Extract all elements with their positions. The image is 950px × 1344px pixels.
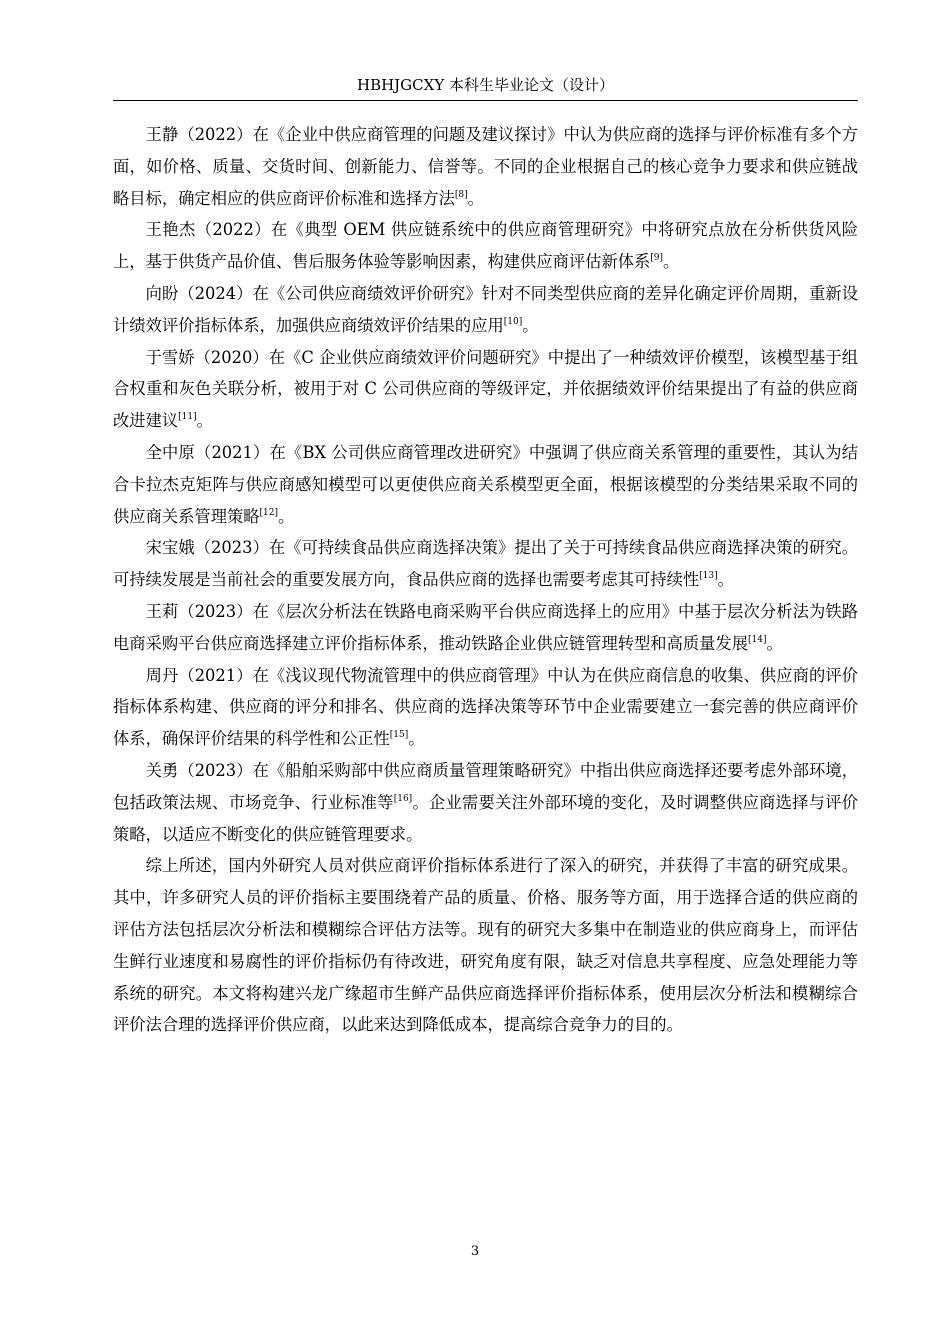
body-text	[113, 119, 858, 1041]
paragraph-quan-zhongyuan	[113, 437, 858, 532]
paragraph-song-baoe	[113, 532, 858, 596]
citation-ref: [14]	[747, 634, 767, 645]
paragraph-text: 宋宝娥（2023）在《可持续食品供应商选择决策》提出了关于可持续食品供应商选择决策的研究。可持续发展是当前社会的重要发展方向，食品供应商的选择也需要考虑其可持续性	[113, 538, 858, 590]
paragraph-guan-yong	[113, 755, 858, 850]
citation-ref: [9]	[650, 253, 664, 264]
paragraph-text: 王艳杰（2022）在《典型 OEM 供应链系统中的供应商管理研究》中将研究点放在分析供货风险上，基于供货产品价值、售后服务体验等影响因素，构建供应商评估新体系	[113, 220, 858, 272]
paragraph-text: 于雪娇（2020）在《C 企业供应商绩效评价问题研究》中提出了一种绩效评价模型，该模型基于组合权重和灰色关联分析，被用于对 C 公司供应商的等级评定，并依据绩效评价结果提出了有益的供应商改进建议	[113, 347, 858, 431]
paragraph-text: 全中原（2021）在《BX 公司供应商管理改进研究》中强调了供应商关系管理的重要性，其认为结合卡拉杰克矩阵与供应商感知模型可以更使供应商关系模型更全面，根据该模型的分类结果采取不同的供应商关系管理策略	[113, 442, 858, 526]
paragraph-wang-jing	[113, 119, 858, 214]
paragraph-tail: 。	[408, 729, 425, 749]
paragraph-text: 综上所述，国内外研究人员对供应商评价指标体系进行了深入的研究，并获得了丰富的研究成果。其中，许多研究人员的评价指标主要围绕着产品的质量、价格、服务等方面，用于选择合适的供应商的评估方法包括层次分析法和模糊综合评估方法等。现有的研究大多集中在制造业的供应商身上，而评估生鲜行业速度和易腐性的评价指标仍有待改进，研究角度有限，缺乏对信息共享程度、应急处理能力等系统的研究。本文将构建兴龙广缘超市生鲜产品供应商选择评价指标体系，使用层次分析法和模糊综合评价法合理的选择评价供应商，以此来达到降低成本，提高综合竞争力的目的。	[113, 856, 858, 1035]
paragraph-tail: 。	[663, 252, 680, 272]
paragraph-summary	[113, 850, 858, 1041]
paragraph-tail: 。	[717, 570, 734, 590]
citation-ref: [13]	[699, 571, 718, 582]
paragraph-tail: 。	[467, 188, 484, 208]
paragraph-wang-li	[113, 596, 858, 660]
page-number: 3	[470, 1244, 480, 1259]
citation-ref: [8]	[454, 189, 468, 200]
paragraph-wang-yanjie	[113, 214, 858, 278]
paragraph-tail: 。	[522, 315, 539, 335]
paragraph-tail: 。企业需要关注外部环境的变化，及时调整供应商选择与评价策略，以适应不断变化的供应链管理要求。	[113, 792, 858, 844]
paragraph-text: 王静（2022）在《企业中供应商管理的问题及建议探讨》中认为供应商的选择与评价标准有多个方面，如价格、质量、交货时间、创新能力、信誉等。不同的企业根据自己的核心竞争力要求和供应链战略目标，确定相应的供应商评价标准和选择方法	[113, 125, 858, 208]
paragraph-text: 向盼（2024）在《公司供应商绩效评价研究》针对不同类型供应商的差异化确定评价周期，重新设计绩效评价指标体系，加强供应商绩效评价结果的应用	[113, 283, 858, 335]
citation-ref: [15]	[389, 730, 409, 741]
paragraph-text: 周丹（2021）在《浅议现代物流管理中的供应商管理》中认为在供应商信息的收集、供应商的评价指标体系构建、供应商的评分和排名、供应商的选择决策等环节中企业需要建立一套完善的供应商评价体系，确保评价结果的科学性和公正性	[113, 665, 858, 749]
header-rule	[113, 100, 858, 101]
paragraph-yu-xuejiao	[113, 342, 858, 437]
paragraph-tail: 。	[766, 633, 783, 653]
paragraph-tail: 。	[278, 506, 295, 526]
paragraph-text: 关勇（2023）在《船舶采购部中供应商质量管理策略研究》中指出供应商选择还要考虑外部环境，包括政策法规、市场竞争、行业标准等	[113, 760, 858, 812]
citation-ref: [10]	[503, 316, 523, 327]
paragraph-text: 王莉（2023）在《层次分析法在铁路电商采购平台供应商选择上的应用》中基于层次分析法为铁路电商采购平台供应商选择建立评价指标体系，推动铁路企业供应链管理转型和高质量发展	[113, 601, 858, 653]
citation-ref: [12]	[259, 507, 279, 518]
citation-ref: [16]	[393, 793, 413, 804]
paragraph-tail: 。	[196, 411, 213, 431]
citation-ref: [11]	[178, 412, 197, 423]
running-header: HBHJGCXY 本科生毕业论文（设计）	[356, 76, 614, 94]
paragraph-zhou-dan	[113, 660, 858, 755]
paragraph-xiang-pan	[113, 278, 858, 342]
